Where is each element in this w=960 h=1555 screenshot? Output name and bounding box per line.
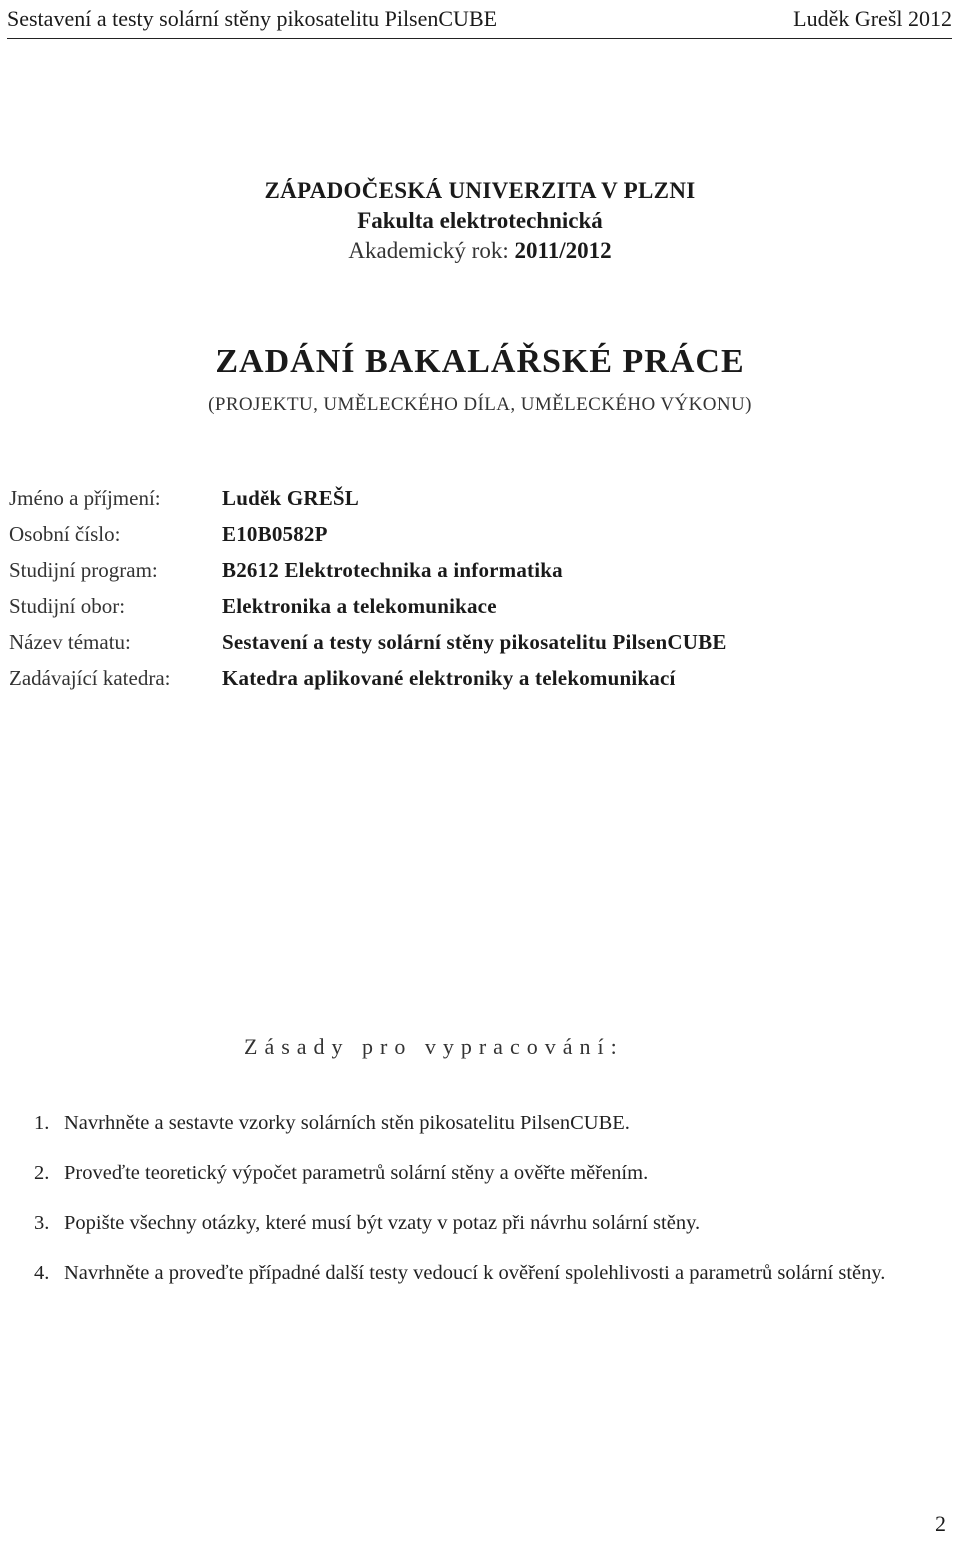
university-name: ZÁPADOČESKÁ UNIVERZITA V PLZNI [264,178,696,203]
document-subtitle: (PROJEKTU, UMĚLECKÉHO DÍLA, UMĚLECKÉHO VÝKONU) [208,394,752,415]
university-block [0,176,960,266]
info-row-study-program [9,552,949,588]
info-value: B2612 Elektrotechnika a informatika [222,557,563,582]
academic-year [0,236,960,266]
info-label: Název tématu: [9,629,131,654]
info-row-department [9,660,949,696]
task-list [34,1110,944,1310]
guidelines-heading: Zásady pro vypracování: [244,1034,624,1059]
academic-year-label: Akademický rok: [348,238,509,263]
task-number: 4. [34,1262,50,1284]
task-number: 3. [34,1212,50,1234]
list-item [34,1210,944,1237]
list-item [34,1260,944,1287]
info-label: Studijní program: [9,557,158,582]
info-label: Jméno a příjmení: [9,485,161,510]
info-row-personal-number [9,516,949,552]
task-number: 2. [34,1162,50,1184]
running-header [7,0,952,39]
info-value: E10B0582P [222,521,328,546]
task-text: Popište všechny otázky, které musí být vzaty v potaz při návrhu solární stěny. [64,1212,701,1234]
task-number: 1. [34,1112,50,1134]
task-text: Proveďte teoretický výpočet parametrů solární stěny a ověřte měřením. [64,1162,649,1184]
info-row-topic [9,624,949,660]
info-value: Katedra aplikované elektroniky a telekomunikací [222,665,676,690]
academic-year-value: 2011/2012 [514,238,612,263]
info-row-study-field [9,588,949,624]
student-info [9,480,949,696]
info-row-name [9,480,949,516]
info-value: Luděk GREŠL [222,485,360,510]
info-label: Osobní číslo: [9,521,121,546]
list-item [34,1160,944,1187]
task-text: Navrhněte a sestavte vzorky solárních stěn pikosatelitu PilsenCUBE. [64,1112,630,1134]
info-value: Sestavení a testy solární stěny pikosatelitu PilsenCUBE [222,629,727,654]
info-value: Elektronika a telekomunikace [222,593,497,618]
document-title: ZADÁNÍ BAKALÁŘSKÉ PRÁCE [215,343,745,380]
list-item [34,1110,944,1137]
page-number: 2 [935,1511,946,1536]
faculty-name: Fakulta elektrotechnická [357,208,603,233]
info-label: Studijní obor: [9,593,126,618]
header-author: Luděk Grešl 2012 [793,6,952,31]
header-title: Sestavení a testy solární stěny pikosatelitu PilsenCUBE [7,6,498,31]
info-label: Zadávající katedra: [9,665,171,690]
task-text: Navrhněte a proveďte případné další testy vedoucí k ověření spolehlivosti a parametrů solární stěny. [64,1262,886,1284]
